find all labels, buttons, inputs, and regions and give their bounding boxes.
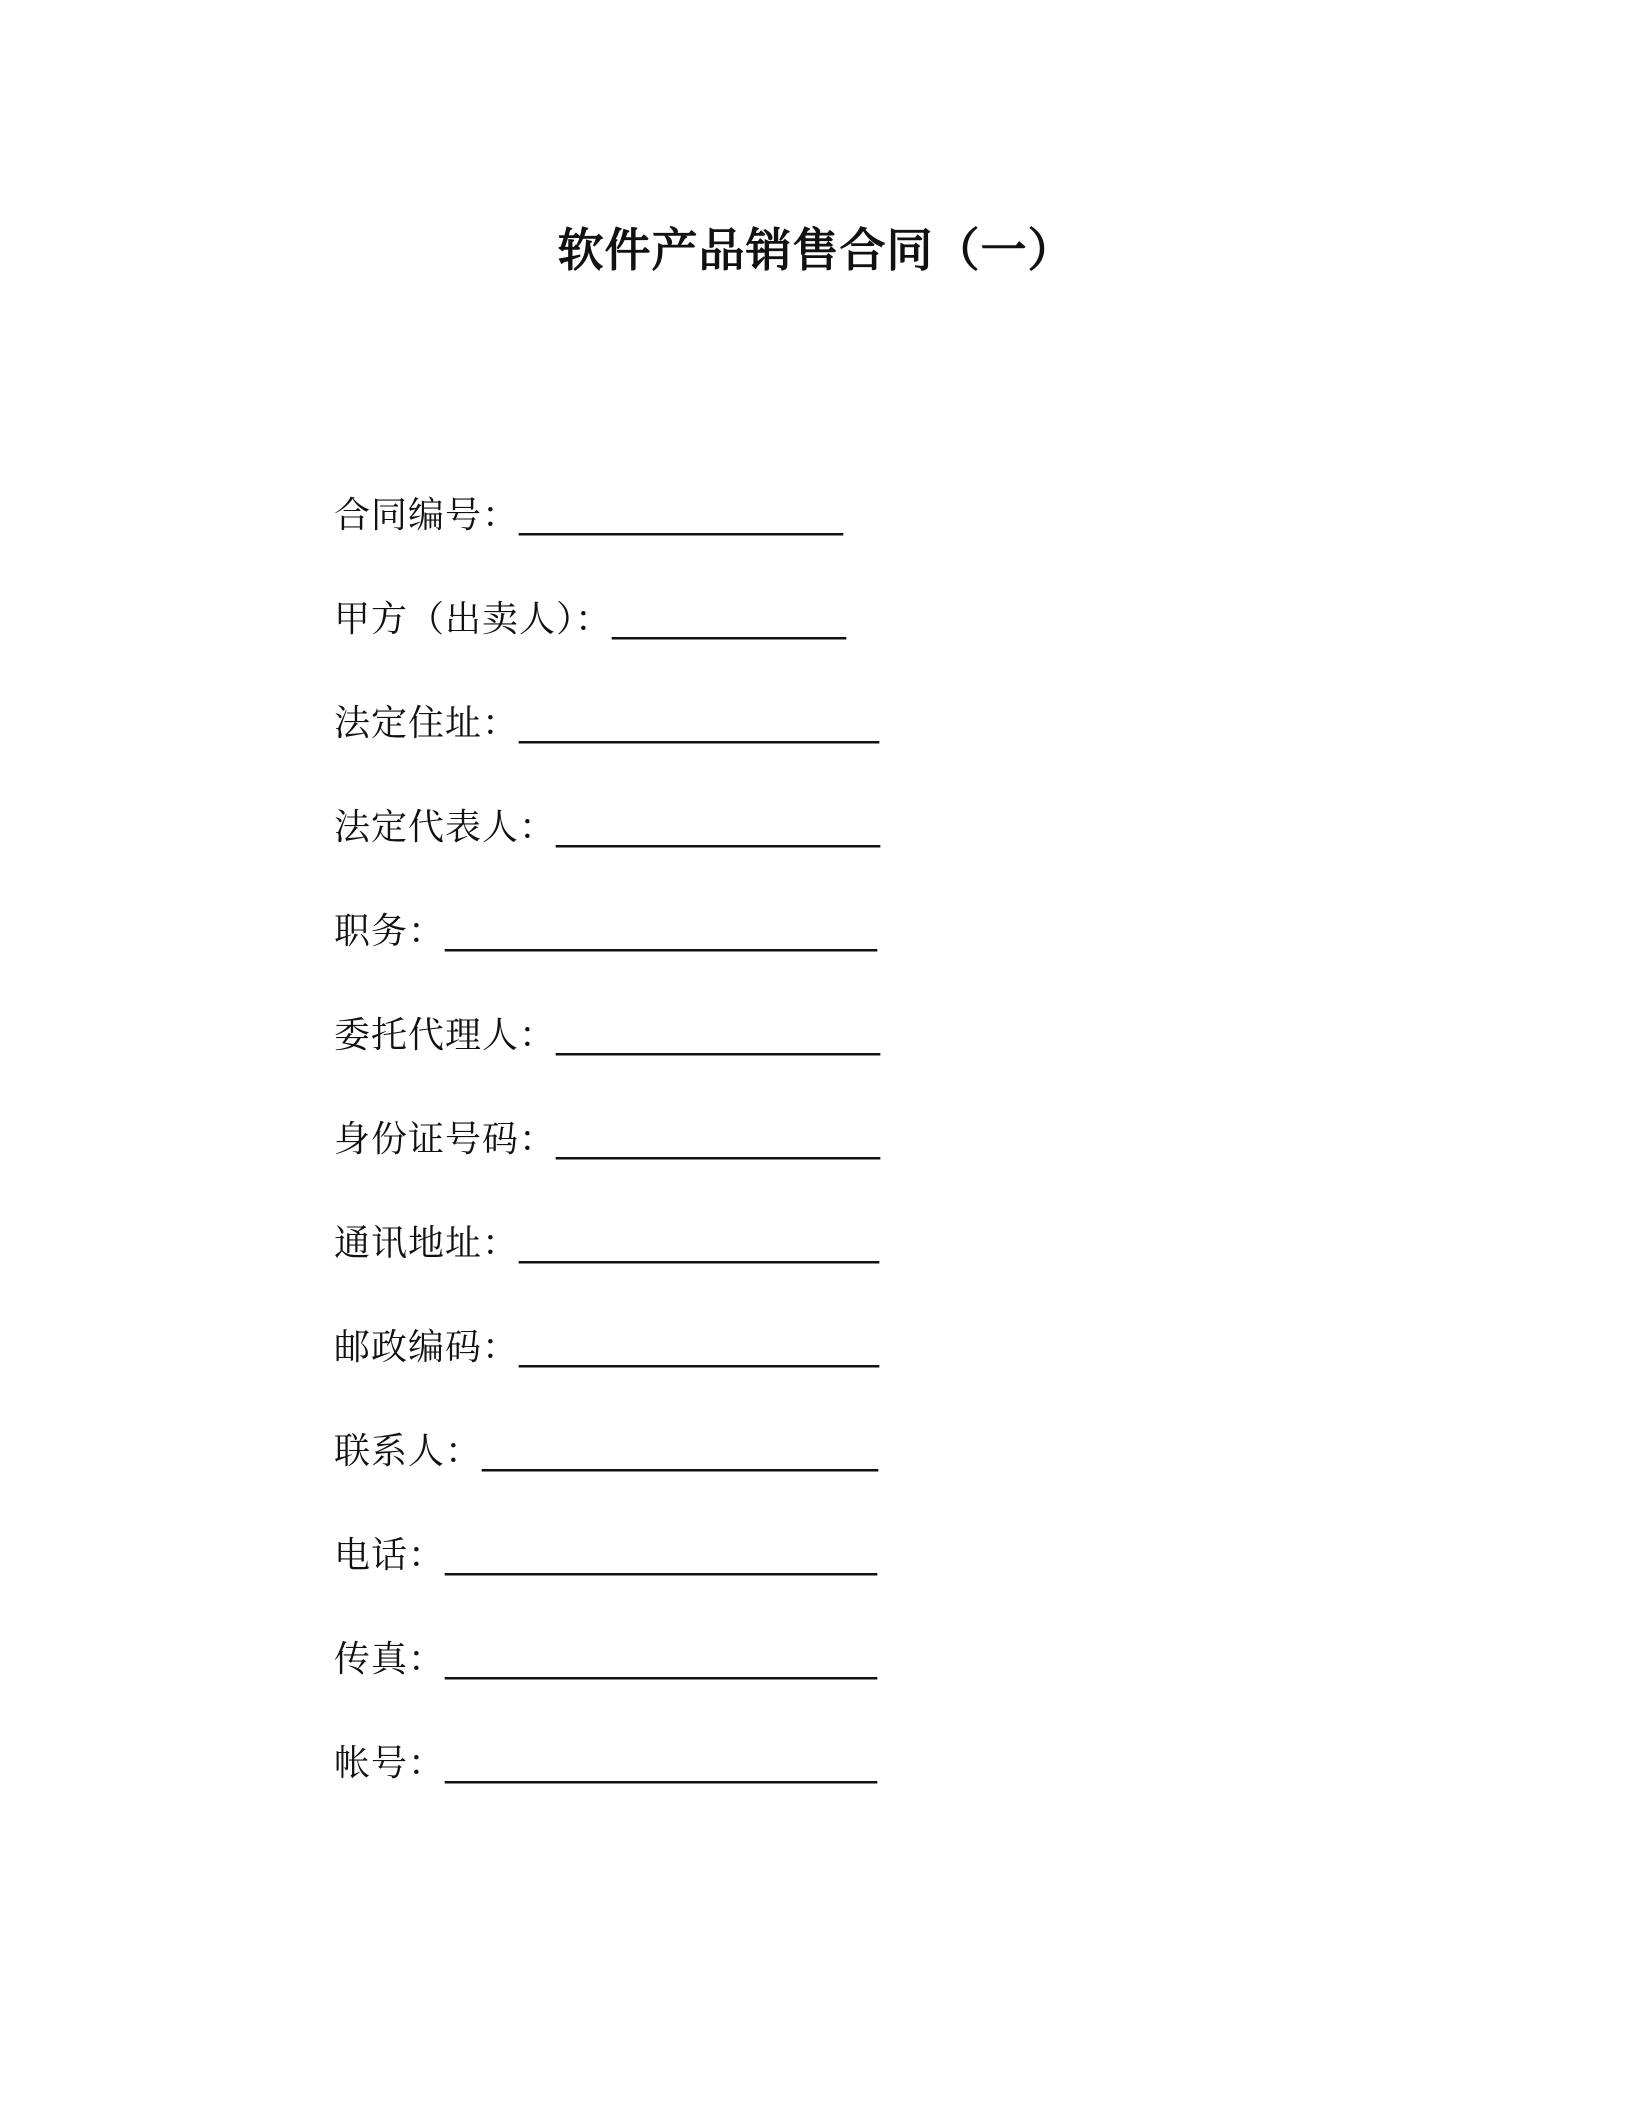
field-postal-code <box>334 1320 1434 1424</box>
field-fax <box>334 1632 1434 1736</box>
field-blank-line: __________________ <box>556 1015 881 1056</box>
field-label: 通讯地址： <box>334 1223 520 1264</box>
field-blank-line: ________________________ <box>445 1743 878 1784</box>
field-label: 法定代表人： <box>334 807 557 848</box>
field-position <box>334 904 1434 1008</box>
field-blank-line: ______________________ <box>482 1431 879 1472</box>
page-title: 软件产品销售合同（一） <box>557 223 1075 277</box>
field-blank-line: __________________ <box>556 807 881 848</box>
field-label: 电话： <box>334 1535 446 1576</box>
field-label: 传真： <box>334 1639 446 1680</box>
field-label: 委托代理人： <box>334 1015 557 1056</box>
field-label: 身份证号码： <box>334 1119 557 1160</box>
field-id-number <box>334 1112 1434 1216</box>
field-blank-line: ________________________ <box>445 1535 878 1576</box>
field-legal-address <box>334 696 1434 800</box>
field-authorized-agent <box>334 1008 1434 1112</box>
field-blank-line: __________________ <box>556 1119 881 1160</box>
field-label: 帐号： <box>334 1743 446 1784</box>
party-a-fields <box>334 488 1434 1840</box>
field-label: 联系人： <box>334 1431 483 1472</box>
field-blank-line: ____________________ <box>519 1223 880 1264</box>
field-label: 合同编号： <box>334 495 520 536</box>
field-blank-line: ____________________ <box>519 1327 880 1368</box>
field-blank-line: _____________ <box>612 599 847 640</box>
field-blank-line: __________________ <box>519 495 844 536</box>
field-blank-line: ________________________ <box>445 911 878 952</box>
field-blank-line: ________________________ <box>445 1639 878 1680</box>
field-party-a-seller <box>334 592 1434 696</box>
field-label: 邮政编码： <box>334 1327 520 1368</box>
field-label: 法定住址： <box>334 703 520 744</box>
field-contract-number <box>334 488 1434 592</box>
field-label: 职务： <box>334 911 446 952</box>
field-contact-person <box>334 1424 1434 1528</box>
field-mailing-address <box>334 1216 1434 1320</box>
field-legal-representative <box>334 800 1434 904</box>
field-label: 甲方（出卖人）： <box>334 599 613 640</box>
field-account-number <box>334 1736 1434 1840</box>
field-blank-line: ____________________ <box>519 703 880 744</box>
field-telephone <box>334 1528 1434 1632</box>
